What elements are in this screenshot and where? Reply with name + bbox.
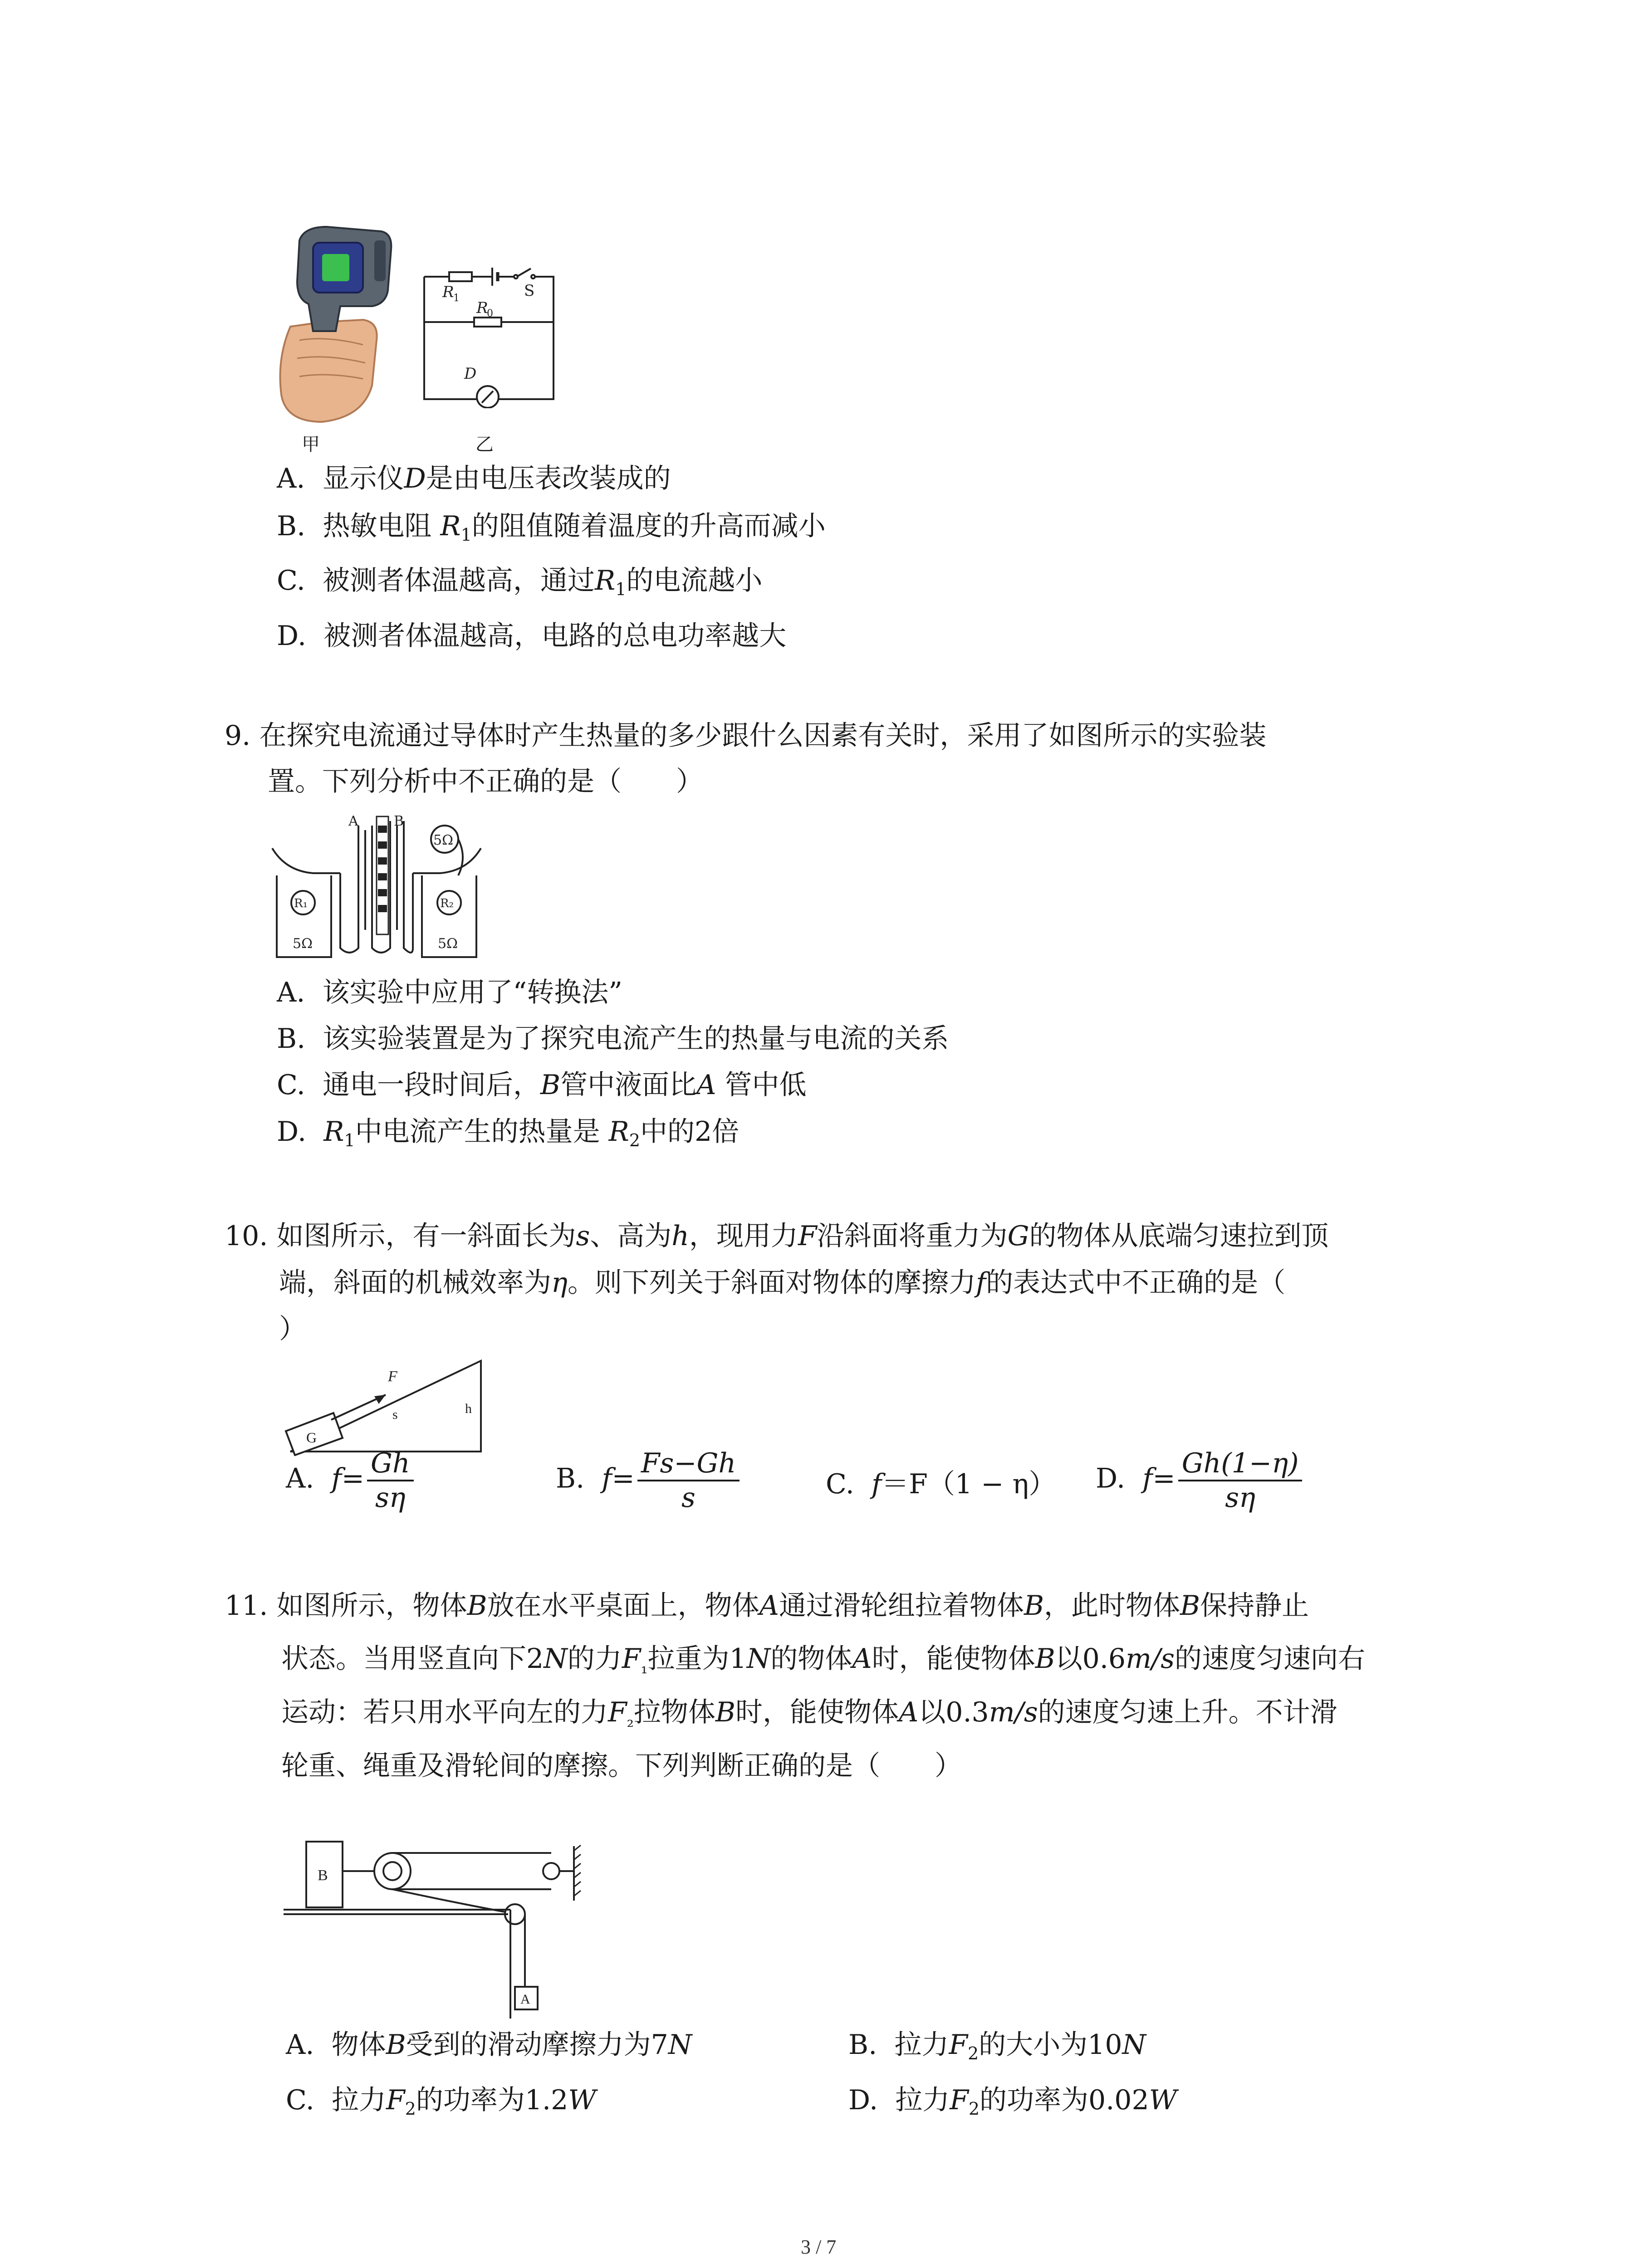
svg-text:A: A: [348, 813, 358, 829]
q9-option-a: A. 该实验中应用了“转换法”: [277, 977, 622, 1008]
q8-option-b: B. 热敏电阻 $R_1$的阻值随着温度的升高而减小: [277, 510, 826, 545]
q10-option-c: C. f＝F（1 − η）: [826, 1468, 1056, 1500]
q9-stem-line2: 置。下列分析中不正确的是（ ）: [268, 766, 703, 797]
q11-stem-line3: 运动：若只用水平向左的力$F_{_2}$拉物体B时，能使物体A以0.3m/s的速度匀速上升。不计滑: [281, 1696, 1337, 1731]
figure-label-yi: 乙: [475, 434, 494, 455]
joule-heat-apparatus: [268, 812, 485, 966]
svg-text:F: F: [388, 1368, 397, 1385]
svg-text:R: R: [476, 299, 488, 317]
svg-text:s: s: [392, 1407, 398, 1422]
svg-text:B: B: [318, 1867, 328, 1884]
svg-text:D: D: [464, 365, 477, 383]
svg-text:0: 0: [487, 308, 493, 319]
q10-option-b: B. f= $\frac{Fs-Gh}{s}$: [556, 1447, 740, 1514]
pulley-system-diagram: [284, 1823, 592, 2023]
svg-text:A: A: [520, 1992, 530, 2007]
q8-option-a: A. 显示仪D是由电压表改装成的: [277, 463, 671, 494]
block-label: G: [306, 1429, 317, 1446]
inclined-plane-diagram: [281, 1352, 485, 1456]
figure-label-jia: 甲: [302, 434, 320, 455]
svg-text:R: R: [442, 283, 454, 301]
page-number: 3 / 7: [801, 2236, 837, 2258]
svg-text:5Ω: 5Ω: [293, 936, 313, 952]
q10-stem-line1: 10. 如图所示，有一斜面长为s、高为h，现用力F沿斜面将重力为G的物体从底端匀速拉到顶: [225, 1220, 1329, 1252]
svg-text:5Ω: 5Ω: [438, 936, 458, 952]
circuit-diagram: [415, 259, 565, 408]
q11-option-a: A. 物体B受到的滑动摩擦力为7N: [286, 2029, 692, 2061]
svg-text:R₁: R₁: [294, 897, 308, 910]
q9-stem-line1: 9. 在探究电流通过导体时产生热量的多少跟什么因素有关时，采用了如图所示的实验装: [225, 720, 1267, 752]
q9-option-c: C. 通电一段时间后，B管中液面比A 管中低: [277, 1069, 807, 1101]
svg-text:h: h: [465, 1401, 472, 1416]
svg-text:5Ω: 5Ω: [433, 832, 453, 848]
q8-option-c: C. 被测者体温越高，通过$R_1$的电流越小: [277, 565, 763, 599]
svg-text:S: S: [524, 282, 535, 300]
q11-stem-line2: 状态。当用竖直向下2N的力$F_{_1}$拉重为1N的物体A时，能使物体B以0.6m/s的速度匀速向右: [281, 1643, 1366, 1677]
q11-stem-line4: 轮重、绳重及滑轮间的摩擦。下列判断正确的是（ ）: [281, 1750, 962, 1782]
q9-option-b: B. 该实验装置是为了探究电流产生的热量与电流的关系: [277, 1023, 949, 1055]
q10-stem-line2: 端，斜面的机械效率为η。则下列关于斜面对物体的摩擦力f的表达式中不正确的是（: [279, 1267, 1286, 1299]
q11-option-c: C. 拉力$F_2$的功率为1.2W: [286, 2084, 596, 2119]
q11-option-b: B. 拉力$F_2$的大小为10N: [848, 2029, 1146, 2063]
q10-stem-line3: ）: [279, 1313, 306, 1345]
q10-option-d: D. f= $\frac{Gh(1-\eta)}{s\eta}$: [1096, 1447, 1302, 1514]
svg-text:B: B: [394, 813, 404, 829]
q11-option-d: D. 拉力$F_2$的功率为0.02W: [848, 2084, 1177, 2119]
thermometer-gun-illustration: [272, 222, 399, 431]
svg-text:1: 1: [453, 293, 460, 304]
q8-option-d: D. 被测者体温越高，电路的总电功率越大: [277, 620, 787, 652]
svg-text:R₂: R₂: [440, 897, 454, 910]
q10-option-a: A. f= $\frac{Gh}{s\eta}$: [286, 1447, 414, 1514]
q9-option-d: D. $R_1$中电流产生的热量是 $R_2$中的2倍: [277, 1116, 740, 1150]
q11-stem-line1: 11. 如图所示，物体B放在水平桌面上，物体A通过滑轮组拉着物体B，此时物体B保持静止: [225, 1590, 1309, 1622]
